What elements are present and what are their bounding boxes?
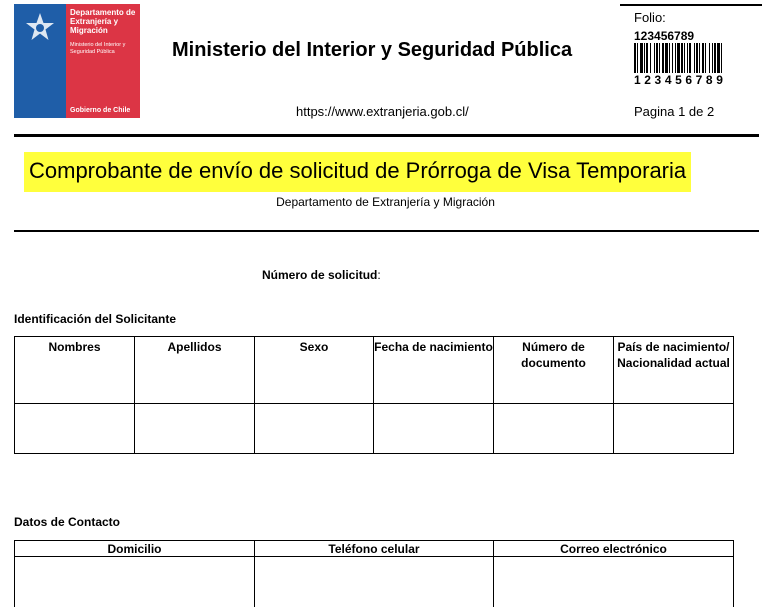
applicant-section-title: Identificación del Solicitante (14, 312, 177, 326)
cell-numero-documento (494, 404, 614, 454)
contact-data-row (15, 557, 734, 607)
coat-of-arms-icon (14, 4, 66, 54)
cell-telefono (255, 557, 494, 607)
title-divider (14, 230, 759, 232)
folio-number: 123456789 (634, 29, 695, 43)
contact-header-row (15, 541, 734, 557)
header-divider (14, 134, 759, 137)
applicant-header-row (15, 337, 734, 404)
logo-department-text: Departamento de Extranjería y Migración (70, 8, 136, 35)
barcode-icon (634, 43, 760, 73)
col-telefono: Teléfono celular (255, 541, 494, 557)
col-sexo: Sexo (255, 337, 374, 404)
folio-label: Folio: (634, 10, 666, 25)
cell-fecha-nacimiento (374, 404, 494, 454)
request-number (262, 268, 381, 282)
col-apellidos: Apellidos (135, 337, 255, 404)
document-title: Comprobante de envío de solicitud de Prórroga de Visa Temporaria (24, 152, 691, 192)
document-subtitle: Departamento de Extranjería y Migración (276, 195, 495, 209)
logo-ministry-text: Ministerio del Interior y Seguridad Pública (70, 42, 126, 55)
col-nombres: Nombres (15, 337, 135, 404)
website-url[interactable]: https://www.extranjeria.gob.cl/ (296, 104, 469, 119)
barcode-digits: 123456789 (634, 73, 727, 87)
col-correo: Correo electrónico (494, 541, 734, 557)
request-number-label: Número de solicitud (262, 268, 378, 282)
cell-nombres (15, 404, 135, 454)
page-indicator: Pagina 1 de 2 (634, 104, 715, 119)
applicant-data-row (15, 404, 734, 454)
cell-domicilio (15, 557, 255, 607)
folio-top-rule (620, 4, 762, 6)
logo-red-band (66, 4, 140, 118)
logo-government-text: Gobierno de Chile (70, 107, 131, 114)
col-domicilio: Domicilio (15, 541, 255, 557)
contact-section-title: Datos de Contacto (14, 515, 121, 529)
cell-correo (494, 557, 734, 607)
cell-sexo (255, 404, 374, 454)
request-number-colon: : (377, 268, 381, 282)
contact-table (14, 540, 734, 607)
applicant-table (14, 336, 734, 454)
ministry-title: Ministerio del Interior y Seguridad Pública (172, 39, 573, 61)
col-fecha-nacimiento: Fecha de nacimiento (374, 337, 494, 404)
gobierno-logo (14, 4, 140, 118)
cell-pais-nacionalidad (614, 404, 734, 454)
logo-blue-band (14, 4, 66, 118)
col-numero-documento: Número de documento (494, 337, 614, 404)
cell-apellidos (135, 404, 255, 454)
col-pais-nacionalidad: País de nacimiento/ Nacionalidad actual (614, 337, 734, 404)
